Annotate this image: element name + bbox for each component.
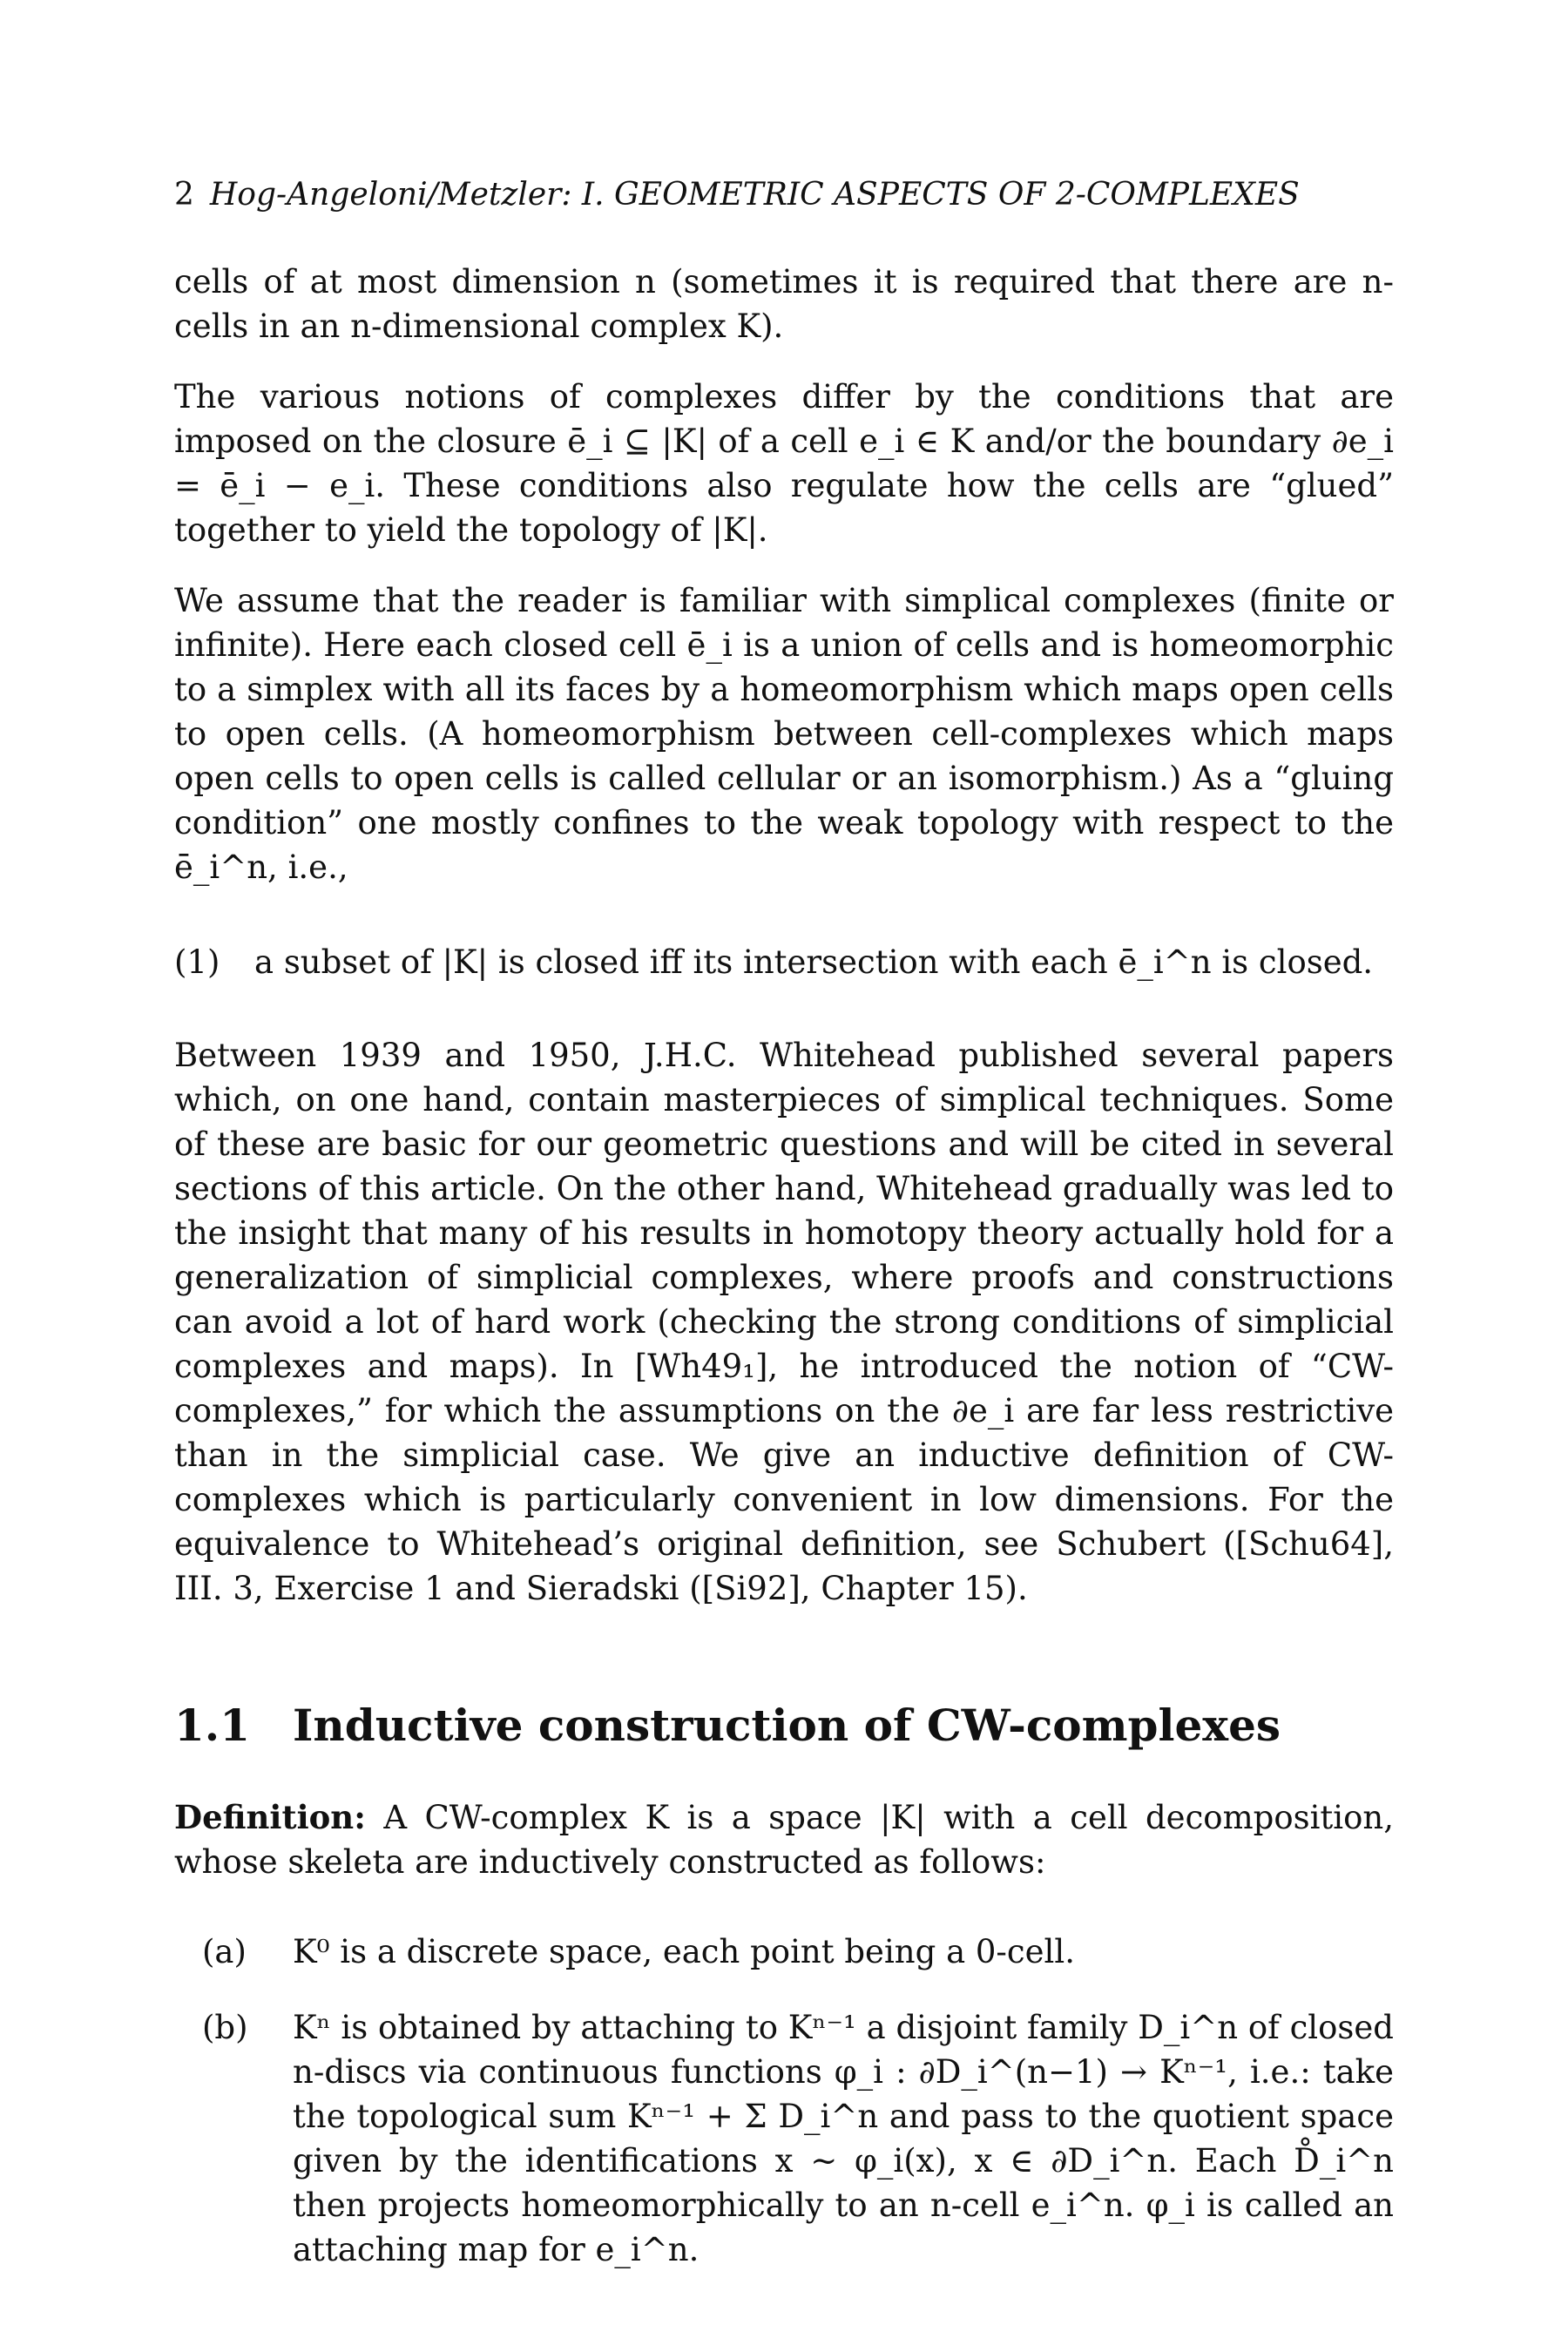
running-title: Hog-Angeloni/Metzler: I. GEOMETRIC ASPECTS OF 2-COMPLEXES <box>209 177 1300 213</box>
list-item-text: Kⁿ is obtained by attaching to Kⁿ⁻¹ a disjoint family D_i^n of closed n-discs via continuous functions φ_i : ∂D_i^(n−1) → Kⁿ⁻¹, i.e.: take the topological sum Kⁿ⁻¹ + Σ D_i^n and pass to the quotient space given by the identifications x ~ φ_i(x), x ∈ ∂D_i^n. Each D̊_i^n then projects homeomorphically to an n-cell e_i^n. φ_i is called an attaching map for e_i^n. <box>293 2009 1394 2268</box>
equation-weak-topology <box>174 940 1394 984</box>
paragraph-cells-dimension: cells of at most dimension n (sometimes it is required that there are n-cells in an n-dimensional complex K). <box>174 263 1394 345</box>
definition-label: Definition: <box>174 1798 366 1836</box>
paragraph-notions-of-complexes: The various notions of complexes differ by the conditions that are imposed on the closure ē_i ⊆ |K| of a cell e_i ∈ K and/or the boundary ∂e_i = ē_i − e_i. These conditions also regulate how the cells are “glued” together to yield the topology of |K|. <box>174 378 1394 549</box>
equation-number: (1) <box>174 943 220 981</box>
list-item-a <box>202 1930 1394 1974</box>
definition-text: A CW-complex K is a space |K| with a cell decomposition, whose skeleta are inductively constructed as follows: <box>174 1799 1395 1881</box>
list-item-label: (b) <box>202 2009 248 2046</box>
list-item-b <box>202 2005 1394 2272</box>
list-item-text: K⁰ is a discrete space, each point being a 0-cell. <box>293 1933 1075 1970</box>
running-header <box>174 174 1394 216</box>
paragraph-whitehead: Between 1939 and 1950, J.H.C. Whitehead published several papers which, on one hand, contain masterpieces of simplical techniques. Some of these are basic for our geometric questions and will be cited in several sections of this article. On the other hand, Whitehead gradually was led to the insight that many of his results in homotopy theory actually hold for a generalization of simplicial complexes, where proofs and constructions can avoid a lot of hard work (checking the strong conditions of simplicial complexes and maps). In [Wh49₁], he introduced the notion of “CW-complexes,” for which the assumptions on the ∂e_i are far less restrictive than in the simplicial case. We give an inductive definition of CW-complexes which is particularly convenient in low dimensions. For the equivalence to Whitehead’s original definition, see Schubert ([Schu64], III. 3, Exercise 1 and Sieradski ([Si92], Chapter 15). <box>174 1037 1394 1607</box>
section-number: 1.1 <box>174 1700 250 1751</box>
section-title: Inductive construction of CW-complexes <box>293 1700 1281 1751</box>
paragraph-simplicial-complexes: We assume that the reader is familiar with simplical complexes (finite or infinite). Here each closed cell ē_i is a union of cells and is homeomorphic to a simplex with all its faces by a homeomorphism which maps open cells to open cells. (A homeomorphism between cell-complexes which maps open cells to open cells is called cellular or an isomorphism.) As a “gluing condition” one mostly confines to the weak topology with respect to the ē_i^n, i.e., <box>174 582 1394 886</box>
section-heading <box>174 1698 1394 1754</box>
list-item-label: (a) <box>202 1933 247 1970</box>
equation-text: a subset of |K| is closed iff its intersection with each ē_i^n is closed. <box>254 943 1374 981</box>
definition-block <box>174 1795 1394 1884</box>
document-page <box>174 174 1395 2268</box>
page-number: 2 <box>174 177 194 213</box>
